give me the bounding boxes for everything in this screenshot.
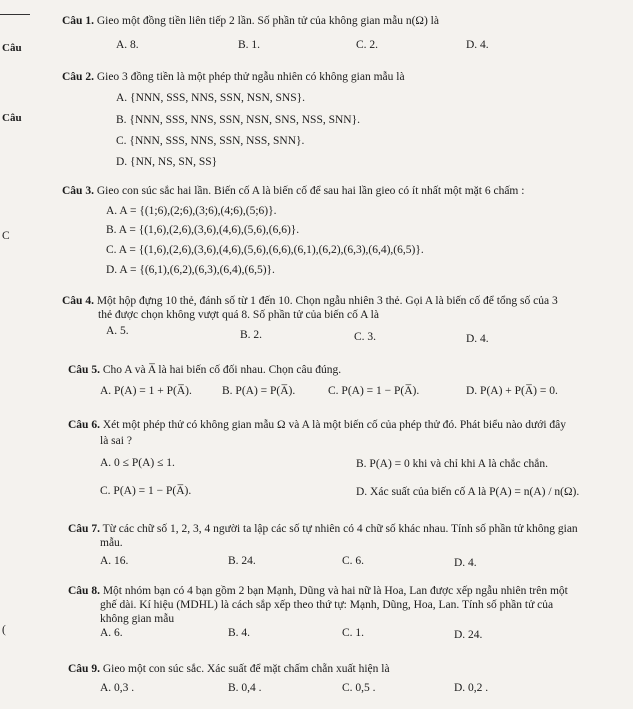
question-8-line-1 — [68, 584, 568, 599]
option-c: C. 0,5 . — [342, 682, 376, 694]
question-6-line-1 — [68, 418, 566, 433]
option-a: A. 0,3 . — [100, 682, 135, 694]
option-a: A. 16. — [100, 555, 129, 567]
question-7-line-1 — [68, 522, 578, 537]
option-d: D. 0,2 . — [454, 682, 489, 694]
option-b: B. {NNN, SSS, NNS, SSN, NSN, SNS, NSS, SNN}. — [116, 114, 360, 126]
option-a: A. 6. — [100, 627, 123, 639]
margin-label-cau-mid: Câu — [2, 112, 22, 124]
question-text: Gieo một đồng tiền liên tiếp 2 lần. Số phần tử của không gian mẫu n(Ω) là — [96, 15, 439, 27]
question-number: Câu 4. — [62, 295, 94, 307]
option-d: D. A = {(6,1),(6,2),(6,3),(6,4),(6,5)}. — [106, 264, 275, 276]
question-5-line — [68, 363, 341, 378]
question-text: Gieo một con súc sắc. Xác suất để mặt chấm chẵn xuất hiện là — [102, 663, 390, 675]
question-8-line-3: không gian mẫu — [100, 613, 175, 625]
option-d: D. 4. — [466, 333, 489, 345]
option-b: B. P(A) = P(A̅). — [222, 385, 296, 397]
option-d: D. {NN, NS, SN, SS} — [116, 156, 218, 168]
option-d: D. Xác suất của biến cố A là P(A) = n(A) / n(Ω). — [356, 486, 580, 498]
option-b: B. P(A) = 0 khi và chỉ khi A là chắc chắn. — [356, 458, 549, 470]
question-3-line — [62, 184, 524, 199]
question-text: Một hộp đựng 10 thẻ, đánh số từ 1 đến 10. Chọn ngẫu nhiên 3 thẻ. Gọi A là biến cố để tổng số của 3 — [96, 295, 558, 307]
option-a: A. {NNN, SSS, NNS, SSN, NSN, SNS}. — [116, 92, 306, 104]
option-c: C. 1. — [342, 627, 365, 639]
question-8-line-2: ghế dài. Kí hiệu (MDHL) là cách sắp xếp theo thứ tự: Mạnh, Dũng, Hoa, Lan. Tính số phần tử của — [100, 599, 554, 611]
option-c: C. 2. — [356, 39, 379, 51]
question-text: Từ các chữ số 1, 2, 3, 4 người ta lập các số tự nhiên có 4 chữ số khác nhau. Tính số phần tử không gian — [102, 523, 578, 535]
option-d: D. 4. — [466, 39, 489, 51]
option-a: A. 0 ≤ P(A) ≤ 1. — [100, 457, 175, 469]
question-1-line — [62, 14, 439, 29]
option-c: C. P(A) = 1 − P(A̅). — [328, 385, 420, 397]
question-4-line-1 — [62, 294, 558, 309]
question-text: Một nhóm bạn có 4 bạn gồm 2 bạn Mạnh, Dũng và hai nữ là Hoa, Lan được xếp ngẫu nhiên trên một — [102, 585, 568, 597]
option-a: A. A = {(1;6),(2;6),(3;6),(4;6),(5;6)}. — [106, 205, 277, 217]
margin-label-cau-top: Câu — [2, 42, 22, 54]
question-2-line — [62, 70, 405, 85]
option-a: A. 5. — [106, 325, 129, 337]
option-b: B. 1. — [238, 39, 261, 51]
question-4-line-2: thẻ được chọn không vượt quá 8. Số phần tử của biến cố A là — [98, 309, 379, 321]
option-d: D. 4. — [454, 557, 477, 569]
question-number: Câu 9. — [68, 663, 100, 675]
option-d: D. 24. — [454, 629, 483, 641]
option-c: C. A = {(1,6),(2,6),(3,6),(4,6),(5,6),(6,6),(6,1),(6,2),(6,3),(6,4),(6,5)}. — [106, 244, 424, 256]
question-number: Câu 1. — [62, 15, 94, 27]
option-b: B. 0,4 . — [228, 682, 262, 694]
margin-mark-paren: ( — [2, 624, 6, 636]
question-9-line — [68, 662, 390, 677]
question-number: Câu 2. — [62, 71, 94, 83]
question-text: Gieo 3 đồng tiền là một phép thử ngẫu nhiên có không gian mẫu là — [96, 71, 405, 83]
option-a: A. 8. — [116, 39, 139, 51]
option-b: B. A = {(1,6),(2,6),(3,6),(4,6),(5,6),(6,6)}. — [106, 224, 300, 236]
option-c: C. P(A) = 1 − P(A̅). — [100, 485, 192, 497]
question-text: Xét một phép thử có không gian mẫu Ω và A là một biến cố của phép thử đó. Phát biểu nào dưới đây — [102, 419, 567, 431]
question-number: Câu 3. — [62, 185, 94, 197]
option-b: B. 24. — [228, 555, 256, 567]
option-c: C. {NNN, SSS, NNS, SSN, NSS, SNN}. — [116, 135, 305, 147]
margin-mark-c: C — [2, 230, 10, 242]
question-number: Câu 8. — [68, 585, 100, 597]
option-b: B. 4. — [228, 627, 251, 639]
question-number: Câu 5. — [68, 364, 100, 376]
option-a: A. P(A) = 1 + P(A̅). — [100, 385, 192, 397]
option-c: C. 3. — [354, 331, 377, 343]
question-number: Câu 6. — [68, 419, 100, 431]
option-b: B. 2. — [240, 329, 263, 341]
question-number: Câu 7. — [68, 523, 100, 535]
option-d: D. P(A) + P(A̅) = 0. — [466, 385, 558, 397]
question-7-line-2: mẫu. — [100, 537, 123, 549]
question-text: Gieo con súc sắc hai lần. Biến cố A là biến cố để sau hai lần gieo có ít nhất một mặt 6 chấm : — [96, 185, 525, 197]
option-c: C. 6. — [342, 555, 365, 567]
margin-rule — [0, 14, 30, 15]
question-6-line-2: là sai ? — [100, 435, 132, 447]
question-text: Cho A và A̅ là hai biến cố đối nhau. Chọn câu đúng. — [102, 364, 342, 376]
